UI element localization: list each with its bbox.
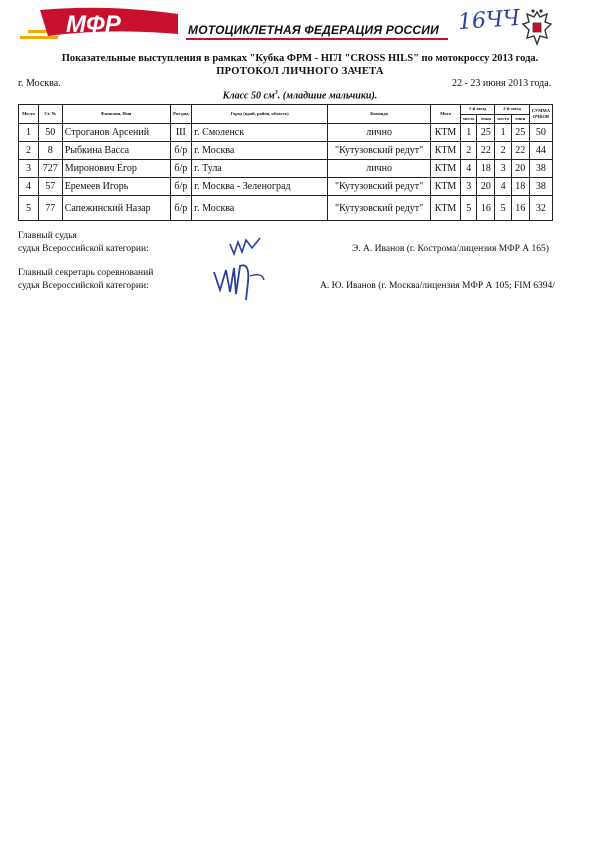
federation-logo: [18, 6, 448, 44]
cell-r2-place: 2: [495, 142, 512, 160]
cell-r1-points: 20: [477, 178, 495, 196]
cell-number: 57: [38, 178, 62, 196]
header-r2-points: очки: [511, 114, 529, 124]
cell-place: 3: [19, 160, 39, 178]
cell-number: 8: [38, 142, 62, 160]
chief-judge-category: судья Всероссийской категории:: [18, 244, 149, 254]
header-place: Место: [19, 105, 39, 124]
cell-total: 38: [529, 178, 552, 196]
cell-name: Сапежинский Назар: [62, 196, 170, 221]
chief-secretary-title: Главный секретарь соревнований: [18, 268, 154, 278]
class-unit-sup: 3: [274, 90, 278, 96]
event-location: г. Москва.: [18, 78, 61, 89]
cell-r2-points: 18: [511, 178, 529, 196]
class-label: [0, 90, 600, 101]
chief-judge-name: Э. А. Иванов (г. Кострома/лицензия МФР А 165): [352, 244, 549, 254]
cell-r2-place: 1: [495, 124, 512, 142]
event-title: Показательные выступления в рамках "Кубка ФРМ - НГЛ "CROSS HILS" по мотокроссу 2013 года.: [61, 53, 539, 64]
table-row: [19, 142, 553, 160]
cell-name: Еремеев Игорь: [62, 178, 170, 196]
header-race1: 1-й заезд: [460, 105, 494, 115]
cell-team: "Кутузовский редут": [328, 196, 431, 221]
cell-r1-points: 25: [477, 124, 495, 142]
cell-place: 1: [19, 124, 39, 142]
cell-moto: КТМ: [431, 160, 461, 178]
header-moto: Мото: [431, 105, 461, 124]
handwritten-note: 16ЧЧ: [457, 5, 521, 36]
cell-city: г. Москва - Зеленоград: [192, 178, 328, 196]
cell-r1-place: 5: [460, 196, 477, 221]
table-row: [19, 196, 553, 221]
cell-r1-place: 3: [460, 178, 477, 196]
cell-r2-points: 16: [511, 196, 529, 221]
cell-r2-place: 3: [495, 160, 512, 178]
cell-total: 44: [529, 142, 552, 160]
cell-number: 77: [38, 196, 62, 221]
header-r2-place: место: [495, 114, 512, 124]
class-name: Класс 50 см: [222, 90, 275, 102]
header-city: Город (край, район, область): [192, 105, 328, 124]
cell-city: г. Тула: [192, 160, 328, 178]
class-suffix: . (младшие мальчики).: [277, 90, 378, 102]
cell-rank: б/р: [170, 142, 192, 160]
header-rank: Раз-ряд: [170, 105, 192, 124]
cell-name: Рыбкина Васса: [62, 142, 170, 160]
cell-rank: б/р: [170, 178, 192, 196]
cell-total: 50: [529, 124, 552, 142]
cell-r2-place: 4: [495, 178, 512, 196]
cell-moto: КТМ: [431, 142, 461, 160]
event-date: 22 - 23 июня 2013 года.: [452, 78, 552, 89]
protocol-title: ПРОТОКОЛ ЛИЧНОГО ЗАЧЕТА: [216, 66, 384, 77]
cell-team: лично: [328, 160, 431, 178]
cell-city: г. Москва: [192, 142, 328, 160]
cell-team: лично: [328, 124, 431, 142]
handwritten-signatures: [200, 232, 290, 307]
cell-total: 38: [529, 160, 552, 178]
cell-moto: КТМ: [431, 124, 461, 142]
cell-place: 2: [19, 142, 39, 160]
cell-name: Строганов Арсений: [62, 124, 170, 142]
cell-r1-place: 2: [460, 142, 477, 160]
cell-number: 50: [38, 124, 62, 142]
cell-place: 5: [19, 196, 39, 221]
chief-judge-title: Главный судья: [18, 231, 77, 241]
cell-city: г. Москва: [192, 196, 328, 221]
header-name: Фамилия, Имя: [62, 105, 170, 124]
cell-r2-place: 5: [495, 196, 512, 221]
cell-r2-points: 25: [511, 124, 529, 142]
logo-letters: МФР: [66, 11, 121, 38]
chief-secretary-category: судья Всероссийской категории:: [18, 281, 149, 291]
cell-rank: б/р: [170, 196, 192, 221]
cell-r2-points: 20: [511, 160, 529, 178]
cell-r2-points: 22: [511, 142, 529, 160]
cell-team: "Кутузовский редут": [328, 142, 431, 160]
header-race2: 2-й заезд: [495, 105, 529, 115]
cell-r1-place: 4: [460, 160, 477, 178]
cell-moto: КТМ: [431, 196, 461, 221]
cell-city: г. Смоленск: [192, 124, 328, 142]
eagle-emblem-icon: [520, 8, 554, 48]
table-row: [19, 160, 553, 178]
table-row: [19, 124, 553, 142]
cell-name: Миронович Егор: [62, 160, 170, 178]
cell-r1-place: 1: [460, 124, 477, 142]
cell-total: 32: [529, 196, 552, 221]
table-row: [19, 178, 553, 196]
mfr-logo-mark: [18, 6, 183, 42]
header-row: [19, 105, 553, 115]
cell-rank: III: [170, 124, 192, 142]
header-r1-place: место: [460, 114, 477, 124]
cell-r1-points: 18: [477, 160, 495, 178]
cell-r1-points: 22: [477, 142, 495, 160]
header-number: Ст. №: [38, 105, 62, 124]
org-name: МОТОЦИКЛЕТНАЯ ФЕДЕРАЦИЯ РОССИИ: [188, 23, 439, 37]
cell-place: 4: [19, 178, 39, 196]
logo-underline: [186, 38, 448, 40]
cell-team: "Кутузовский редут": [328, 178, 431, 196]
chief-secretary-name: А. Ю. Иванов (г. Москва/лицензия МФР А 105; FIM 6394/: [320, 281, 555, 291]
cell-number: 727: [38, 160, 62, 178]
header-r1-points: очки: [477, 114, 495, 124]
cell-rank: б/р: [170, 160, 192, 178]
results-table: [18, 104, 553, 221]
header-total: СУММА ОЧКОВ: [529, 105, 552, 124]
header-team: Команда: [328, 105, 431, 124]
cell-r1-points: 16: [477, 196, 495, 221]
cell-moto: КТМ: [431, 178, 461, 196]
